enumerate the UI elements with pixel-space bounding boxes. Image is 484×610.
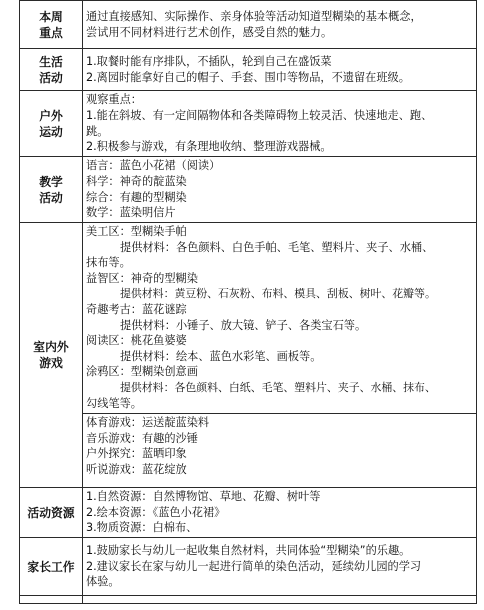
art-area: 美工区：型糊染手帕 [86,225,187,238]
art-materials-2: 抹布等。 [86,256,131,270]
resources-item-3: 3.物质资源：白棉布、 [86,521,198,535]
label-teaching-line2: 活动 [39,190,63,205]
parents-item-2a: 2.建议家长在家与幼儿一起进行简单的染色活动，延续幼儿园的学习 [86,559,422,573]
focus-text-2: 尝试用不同材料进行艺术创作，感受自然的魅力。 [86,25,333,39]
life-item-1: 1.取餐时能有序排队，不插队，轮到自己在盛饭菜 [86,54,332,68]
teaching-item-4: 数学：蓝染明信片 [86,206,176,220]
label-parents [20,538,83,596]
outdoor-games-block [83,413,476,477]
outdoor-item-1b: 跳。 [86,124,109,138]
cell-life [83,49,477,91]
label-focus [20,1,83,49]
label-games [20,223,83,488]
listening-game: 听说游戏：蓝花绽放 [86,462,187,476]
label-parents-text: 家长工作 [27,559,75,574]
sports-game: 体育游戏：运送靛蓝染料 [86,416,210,430]
label-life-line1: 生活 [39,54,63,69]
graffiti-materials-1: 提供材料：各色颜料、白纸、毛笔、塑料片、夹子、水桶、抹布、 [120,380,436,394]
row-teaching [20,157,477,223]
outdoor-item-1a: 1.能在斜坡、有一定间隔物体和各类障碍物上较灵活、快速地走、跑、 [86,108,433,122]
music-game: 音乐游戏：有趣的沙锤 [86,431,198,445]
resources-item-1: 1.自然资源：自然博物馆、草地、花瓣、树叶等 [86,490,321,504]
label-outdoor-line1: 户外 [39,108,63,123]
label-outdoor-line2: 运动 [39,124,63,139]
label-life-line2: 活动 [39,70,63,85]
archaeology-materials: 提供材料：小锤子、放大镜、铲子、各类宝石等。 [120,318,367,332]
cell-parents [83,538,477,596]
reading-materials: 提供材料：绘本、蓝色水彩笔、画板等。 [120,349,322,363]
row-games [20,223,477,488]
archaeology-area: 奇趣考古：蓝花谜踪 [86,302,187,316]
indoor-areas-block [83,223,476,413]
label-focus-line2: 重点 [39,25,63,40]
puzzle-materials: 提供材料：黄豆粉、石灰粉、布料、模具、刮板、树叶、花瓣等。 [120,287,436,301]
puzzle-area: 益智区：神奇的型糊染 [86,271,198,285]
art-materials-1: 提供材料：各色颜料、白色手帕、毛笔、塑料片、夹子、水桶、 [120,240,434,254]
row-life [20,49,477,91]
teaching-item-1: 语言：蓝色小花裙（阅读） [86,159,221,173]
row-parents [20,538,477,596]
row-outdoor [20,91,477,157]
cell-focus [83,1,477,49]
graffiti-area: 涂鸦区：型糊染创意画 [86,365,198,379]
teaching-item-2: 科学：神奇的靛蓝染 [86,174,187,188]
parents-item-1: 1.鼓励家长与幼儿一起收集自然材料，共同体验“型糊染”的乐趣。 [86,544,411,558]
cell-games [83,223,477,488]
outdoor-exploration: 户外探究：蓝晒印象 [86,447,187,461]
label-games-line2: 游戏 [39,356,63,370]
label-teaching-line1: 教学 [39,174,63,189]
life-item-2: 2.离园时能拿好自己的帽子、手套、围巾等物品，不遗留在班级。 [86,70,410,84]
label-focus-line1: 本周 [39,9,63,24]
label-games-line1: 室内外 [33,340,69,354]
label-teaching [20,157,83,223]
trailing-label-cell [20,596,83,604]
weekly-plan-table [19,0,477,604]
label-resources-text: 活动资源 [27,505,75,520]
teaching-item-3: 综合：有趣的型糊染 [86,190,187,204]
outdoor-item-2: 2.积极参与游戏，有条理地收纳、整理游戏器械。 [86,140,332,154]
cell-teaching [83,157,477,223]
graffiti-materials-2: 勾线笔等。 [86,396,142,410]
parents-item-2b: 体验。 [86,575,120,589]
resources-item-2: 2.绘本资源：《蓝色小花裙》 [86,505,226,519]
cell-outdoor [83,91,477,157]
label-life [20,49,83,91]
reading-area: 阅读区：桃花鱼婆婆 [86,334,187,348]
trailing-content-cell [83,596,477,604]
row-trailing [20,596,477,604]
row-focus [20,1,477,49]
outdoor-heading: 观察重点： [86,93,142,107]
label-outdoor [20,91,83,157]
cell-resources [83,488,477,538]
focus-text-1: 通过直接感知、实际操作、亲身体验等活动知道型糊染的基本概念， [86,9,422,23]
row-resources [20,488,477,538]
label-resources [20,488,83,538]
